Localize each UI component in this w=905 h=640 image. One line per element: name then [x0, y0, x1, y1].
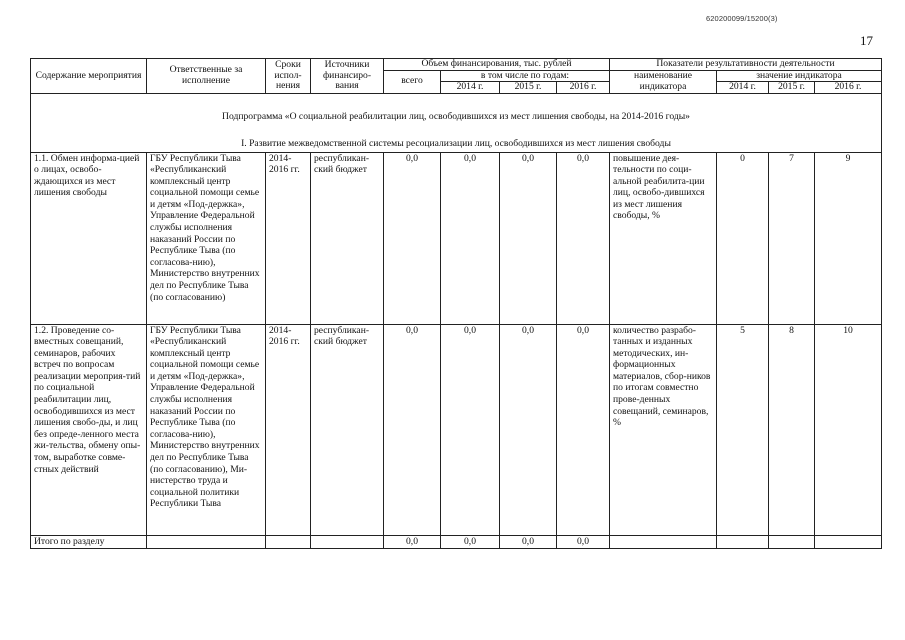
row-source: республикан-ский бюджет — [311, 152, 384, 324]
header-by-years: в том числе по годам: — [441, 70, 610, 82]
row-2015: 0,0 — [500, 324, 557, 535]
total-2014: 0,0 — [441, 535, 500, 548]
row-2015: 0,0 — [500, 152, 557, 324]
row-content: 1.1. Обмен информа-цией о лицах, освобо-ждающихся из мест лишения свободы — [31, 152, 147, 324]
document-code: 620200099/15200(3) — [706, 14, 778, 23]
header-year-2014: 2014 г. — [441, 82, 500, 94]
table-row — [31, 324, 882, 535]
total-empty-cell — [815, 535, 882, 548]
total-empty-cell — [147, 535, 266, 548]
row-terms: 2014-2016 гг. — [266, 324, 311, 535]
total-row — [31, 535, 882, 548]
table-row — [31, 152, 882, 324]
subprogram-row — [31, 93, 882, 152]
header-indicator-value: значение индикатора — [717, 70, 882, 82]
total-empty-cell — [717, 535, 769, 548]
row-total: 0,0 — [384, 324, 441, 535]
header-row-1 — [31, 59, 882, 71]
header-indicator-year-2015: 2015 г. — [769, 82, 815, 94]
row-responsible: ГБУ Республики Тыва «Республиканский комплексный центр социальной помощи семье и детям «Под-держка», Управление Федеральной службы исполнения наказаний России по Республике Тыва (по согласова-нию), Министерство внутренних дел по Республике Тыва (по согласованию) — [147, 152, 266, 324]
row-indicator: количество разрабо-танных и изданных методических, ин-формационных материалов, сбор-ников по итогам совместно прове-денных совещаний, семинаров, % — [610, 324, 717, 535]
header-total: всего — [384, 70, 441, 93]
header-year-2015: 2015 г. — [500, 82, 557, 94]
header-terms: Сроки испол-нения — [266, 59, 311, 94]
row-value-2015: 7 — [769, 152, 815, 324]
subprogram-cell — [31, 93, 882, 152]
header-responsible: Ответственные за исполнение — [147, 59, 266, 94]
row-2016: 0,0 — [557, 324, 610, 535]
total-empty-cell — [266, 535, 311, 548]
header-indicators-group: Показатели результативности деятельности — [610, 59, 882, 71]
page-number: 17 — [860, 33, 873, 48]
total-empty-cell — [610, 535, 717, 548]
row-2016: 0,0 — [557, 152, 610, 324]
header-year-2016: 2016 г. — [557, 82, 610, 94]
header-financing-group: Объем финансирования, тыс. рублей — [384, 59, 610, 71]
total-2015: 0,0 — [500, 535, 557, 548]
total-sum: 0,0 — [384, 535, 441, 548]
row-total: 0,0 — [384, 152, 441, 324]
total-label: Итого по разделу — [31, 535, 147, 548]
subprogram-title: Подпрограмма «О социальной реабилитации лиц, освободившихся из мест лишения свободы, на 2014-2016 годы» — [222, 110, 690, 122]
row-content: 1.2. Проведение со-вместных совещаний, семинаров, рабочих встреч по вопросам реализации мероприя-тий по социальной реабилитации лиц, освободившихся из мест лишения свобо-ды, и лиц без опреде-ленного места жи-тельства, обмену опы-том, выработке совме-стных действий — [31, 324, 147, 535]
header-indicator-year-2016: 2016 г. — [815, 82, 882, 94]
section-title: I. Развитие межведомственной системы ресоциализации лиц, освободившихся из мест лишения свободы — [241, 137, 671, 149]
total-empty-cell — [769, 535, 815, 548]
header-indicator-year-2014: 2014 г. — [717, 82, 769, 94]
row-terms: 2014-2016 гг. — [266, 152, 311, 324]
row-source: республикан-ский бюджет — [311, 324, 384, 535]
header-content: Содержание мероприятия — [31, 59, 147, 94]
total-2016: 0,0 — [557, 535, 610, 548]
row-responsible: ГБУ Республики Тыва «Республиканский комплексный центр социальной помощи семье и детям «Под-держка», Управление Федеральной службы исполнения наказаний России по Республике Тыва (по согласова-нию), Министерство внутренних дел по Республике Тыва (по согласованию), Ми-нистерство труда и социальной политики Республики Тыва — [147, 324, 266, 535]
row-value-2016: 10 — [815, 324, 882, 535]
row-2014: 0,0 — [441, 324, 500, 535]
row-2014: 0,0 — [441, 152, 500, 324]
total-empty-cell — [311, 535, 384, 548]
program-table — [30, 58, 882, 549]
row-value-2016: 9 — [815, 152, 882, 324]
row-indicator: повышение дея-тельности по соци-альной реабилита-ции лиц, освобо-дившихся из мест лишения свободы, % — [610, 152, 717, 324]
row-value-2014: 0 — [717, 152, 769, 324]
row-value-2015: 8 — [769, 324, 815, 535]
row-value-2014: 5 — [717, 324, 769, 535]
header-indicator-name: наименование индикатора — [610, 70, 717, 93]
header-sources: Источники финансиро-вания — [311, 59, 384, 94]
